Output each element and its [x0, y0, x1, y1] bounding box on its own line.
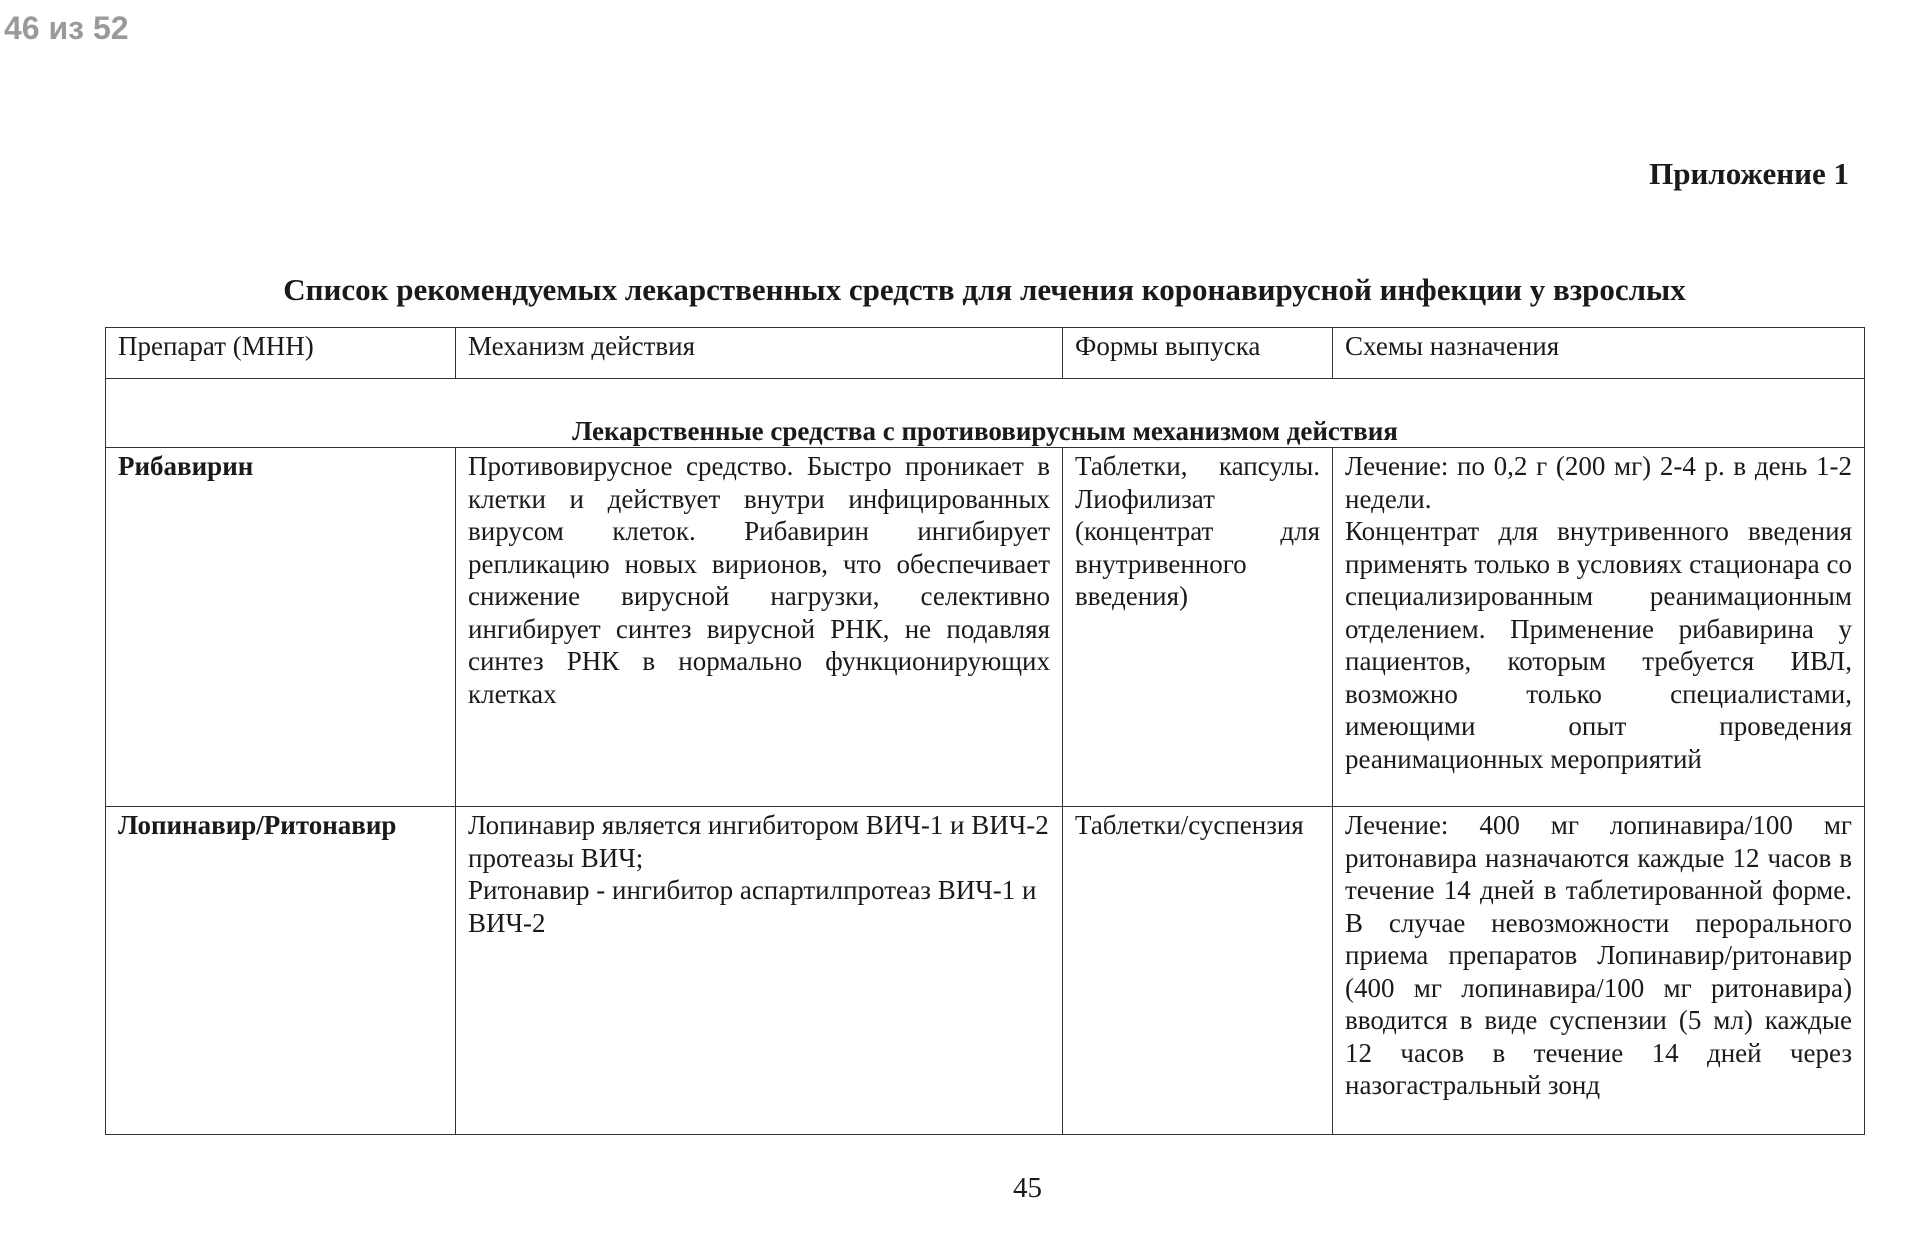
mechanism-extra-text: Ритонавир - ингибитор аспартилпротеаз ВИЧ-1 и ВИЧ-2 — [468, 875, 1037, 938]
section-title: Лекарственные средства с противовирусным механизмом действия — [106, 379, 1865, 448]
table-header-row — [106, 328, 1865, 379]
header-mechanism: Механизм действия — [456, 328, 1063, 379]
table-row — [106, 448, 1865, 807]
section-row — [106, 379, 1865, 448]
table-row — [106, 807, 1865, 1135]
header-scheme: Схемы назначения — [1333, 328, 1865, 379]
header-drug: Препарат (МНН) — [106, 328, 456, 379]
drug-forms: Таблетки/суспензия — [1063, 807, 1333, 1135]
header-forms: Формы выпуска — [1063, 328, 1333, 379]
document-title: Список рекомендуемых лекарственных средств для лечения коронавирусной инфекции у взрослых — [283, 272, 1686, 307]
drug-name: Лопинавир/Ритонавир — [106, 807, 456, 1135]
scheme-text: Лечение: по 0,2 г (200 мг) 2-4 р. в день 1-2 недели. — [1345, 451, 1852, 514]
drugs-table — [105, 327, 1865, 1135]
drug-forms: Таблетки, капсулы. Лиофилизат (концентрат для внутривенного введения) — [1063, 448, 1333, 807]
page-counter: 46 из 52 — [4, 10, 129, 46]
drug-scheme — [1333, 448, 1865, 807]
drug-name: Рибавирин — [106, 448, 456, 807]
mechanism-text: Лопинавир является ингибитором ВИЧ-1 и ВИЧ-2 протеазы ВИЧ; — [468, 810, 1049, 873]
drug-mechanism: Противовирусное средство. Быстро проникает в клетки и действует внутри инфицированных вирусом клеток. Рибавирин ингибирует репликацию новых вирионов, что обеспечивает снижение вирусной нагрузки, селективно ингибирует синтез вирусной РНК, не подавляя синтез РНК в нормально функционирующих клетках — [456, 448, 1063, 807]
appendix-label: Приложение 1 — [1649, 156, 1849, 191]
scheme-extra-text: Концентрат для внутривенного введения применять только в условиях стационара со специализированным реанимационным отделением. Применение рибавирина у пациентов, которым требуется ИВЛ, возможно только специалистами, имеющими опыт проведения реанимационных мероприятий — [1345, 516, 1852, 774]
drug-mechanism — [456, 807, 1063, 1135]
drug-scheme: Лечение: 400 мг лопинавира/100 мг ритонавира назначаются каждые 12 часов в течение 14 дней в таблетированной форме. В случае невозможности перорального приема препаратов Лопинавир/ритонавир (400 мг лопинавира/100 мг ритонавира) вводится в виде суспензии (5 мл) каждые 12 часов в течение 14 дней через назогастральный зонд — [1333, 807, 1865, 1135]
page-number: 45 — [1013, 1172, 1042, 1204]
